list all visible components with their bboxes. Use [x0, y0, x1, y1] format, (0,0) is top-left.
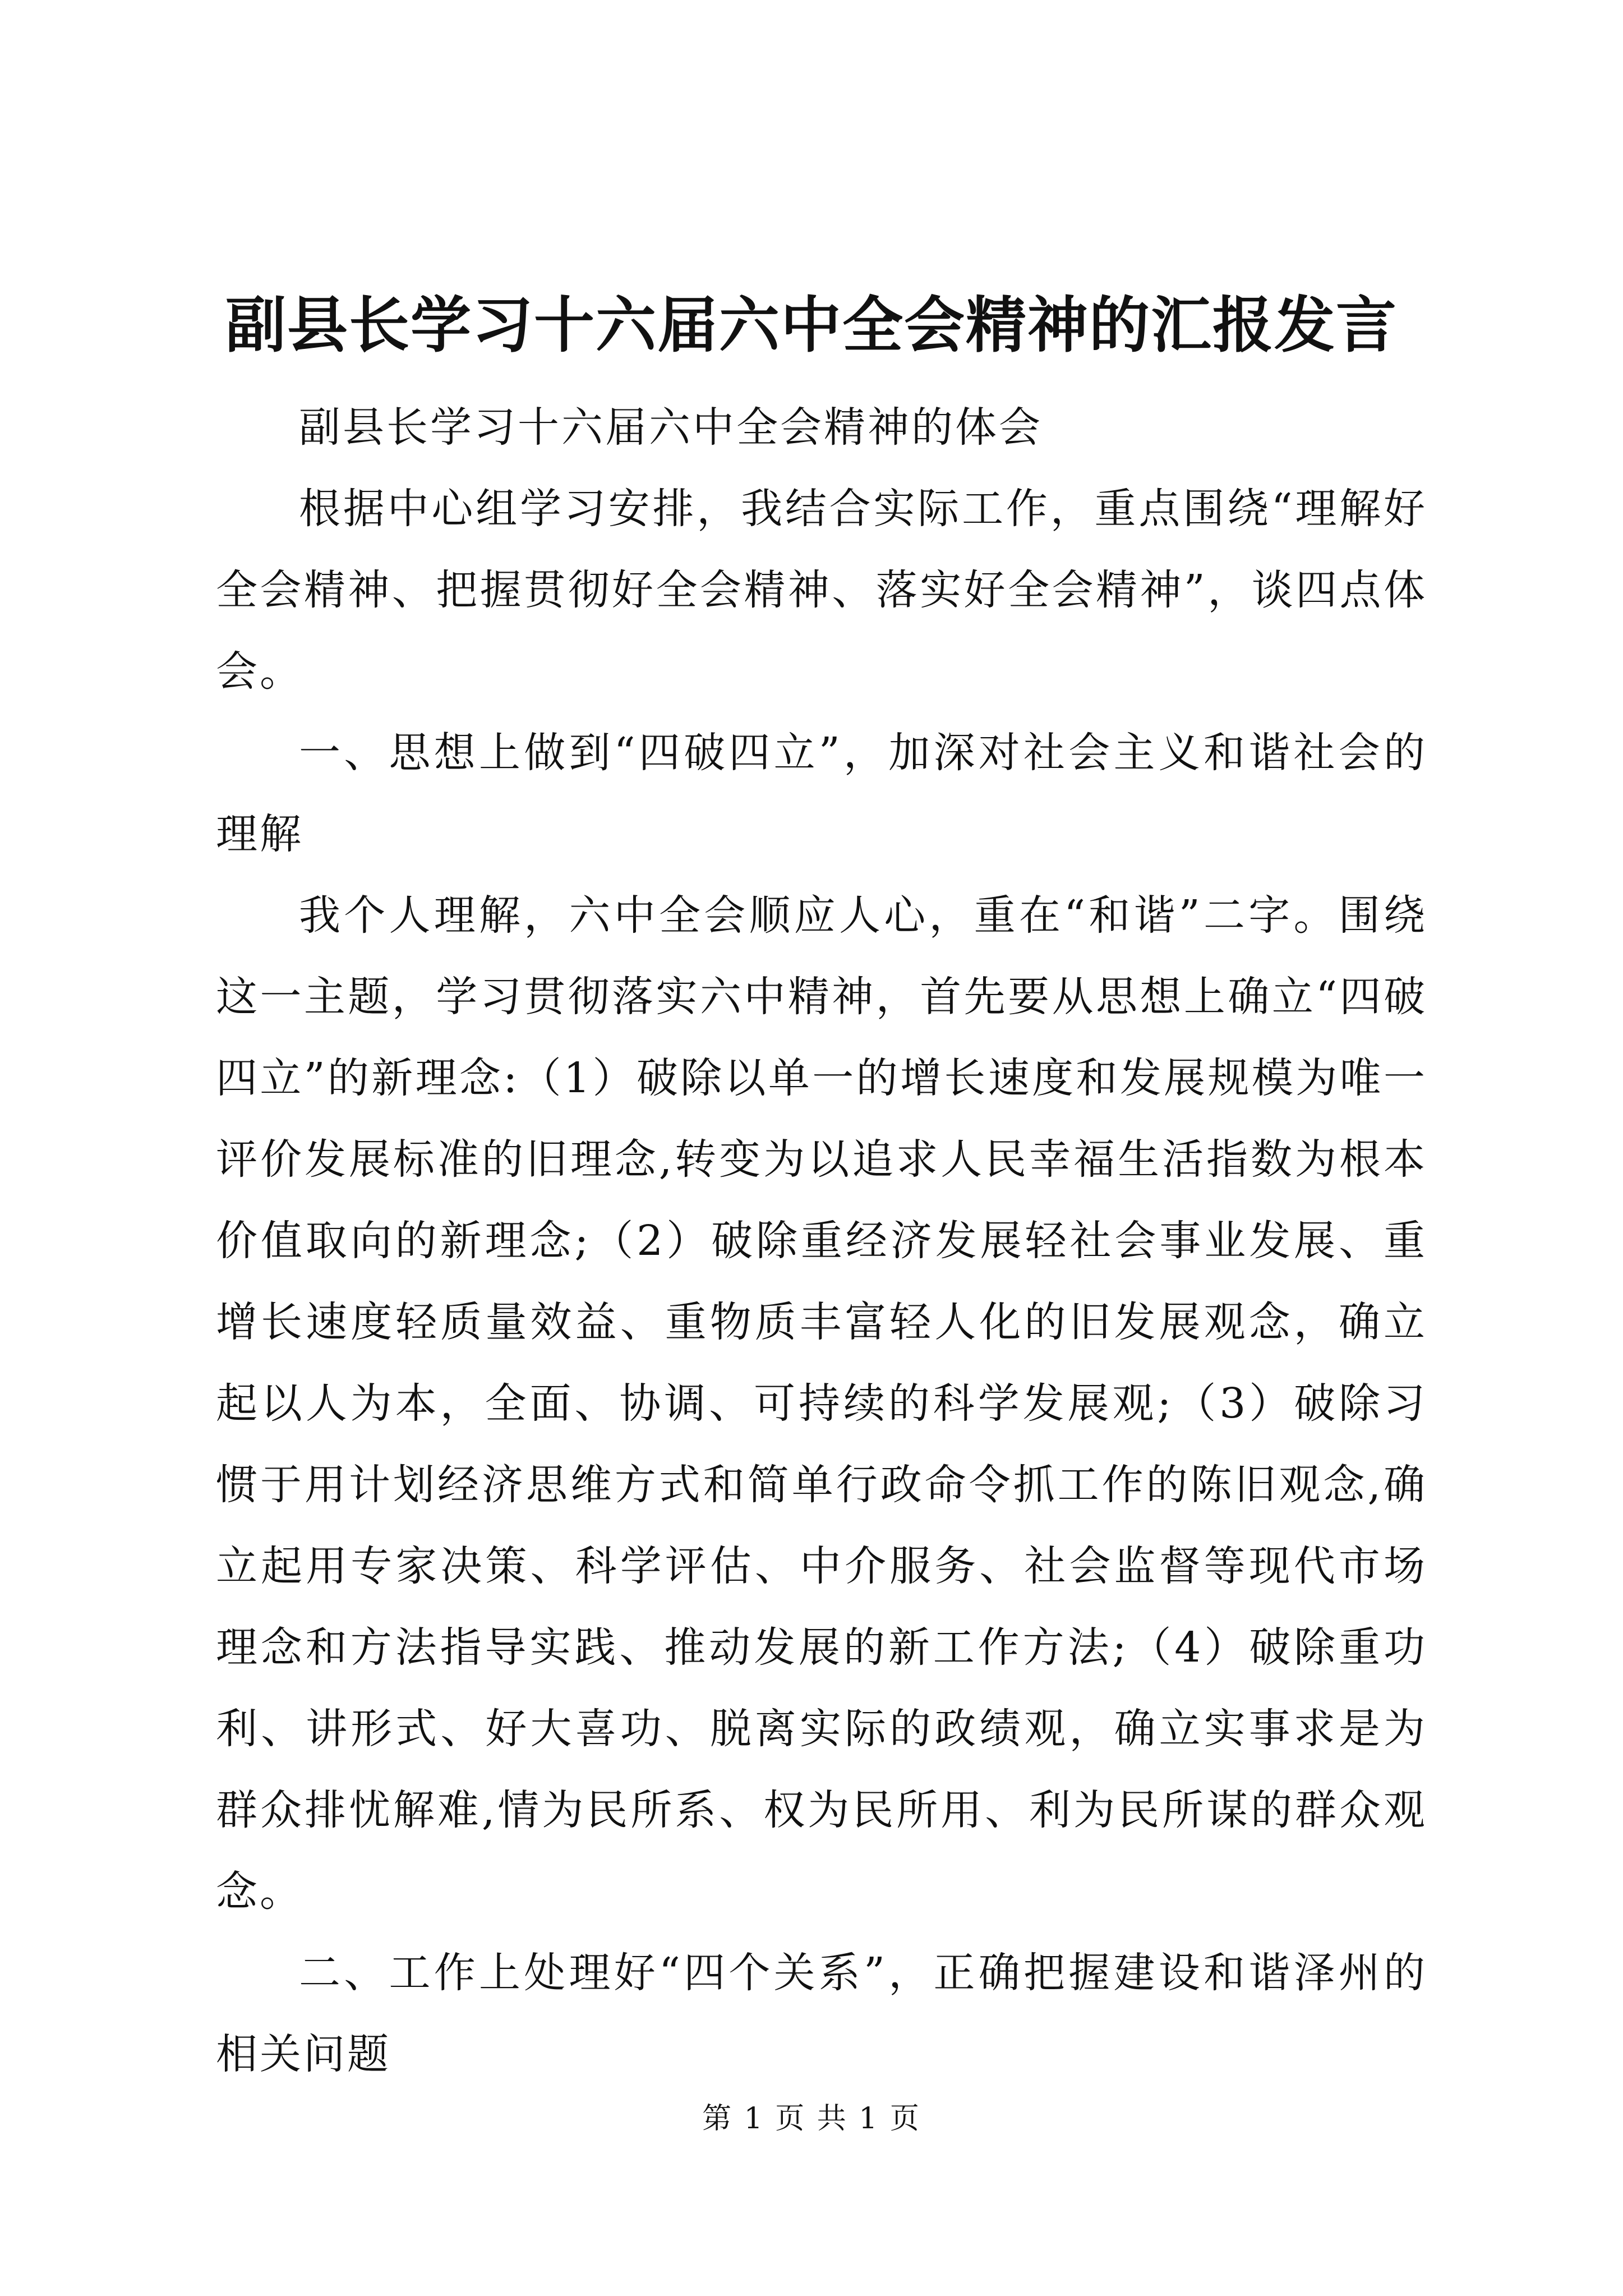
page-number-footer: 第 1 页 共 1 页: [702, 2102, 921, 2136]
document-title: 副县长学习十六届六中全会精神的汇报发言: [225, 290, 1398, 361]
document-body: [216, 387, 1427, 2095]
section-heading-1: 一、思想上做到“四破四立”，加深对社会主义和谐社会的理解: [216, 729, 1427, 858]
section-heading-2: 二、工作上处理好“四个关系”，正确把握建设和谐泽州的相关问题: [216, 1949, 1427, 2078]
subtitle-paragraph: 副县长学习十六届六中全会精神的体会: [299, 403, 1043, 452]
body-paragraph: 我个人理解，六中全会顺应人心，重在“和谐”二字。围绕这一主题，学习贯彻落实六中精神，首先要从思想上确立“四破四立”的新理念:（1）破除以单一的增长速度和发展规模为唯一评价发展标准的旧理念,转变为以追求人民幸福生活指数为根本价值取向的新理念;（2）破除重经济发展轻社会事业发展、重增长速度轻质量效益、重物质丰富轻人化的旧发展观念，确立起以人为本，全面、协调、可持续的科学发展观;（3）破除习惯于用计划经济思维方式和简单行政命令抓工作的陈旧观念,确立起用专家决策、科学评估、中介服务、社会监督等现代市场理念和方法指导实践、推动发展的新工作方法;（4）破除重功利、讲形式、好大喜功、脱离实际的政绩观，确立实事求是为群众排忧解难,情为民所系、权为民所用、利为民所谋的群众观念。: [216, 891, 1427, 1916]
intro-paragraph: 根据中心组学习安排，我结合实际工作，重点围绕“理解好全会精神、把握贯彻好全会精神、落实好全会精神”，谈四点体会。: [216, 485, 1427, 696]
